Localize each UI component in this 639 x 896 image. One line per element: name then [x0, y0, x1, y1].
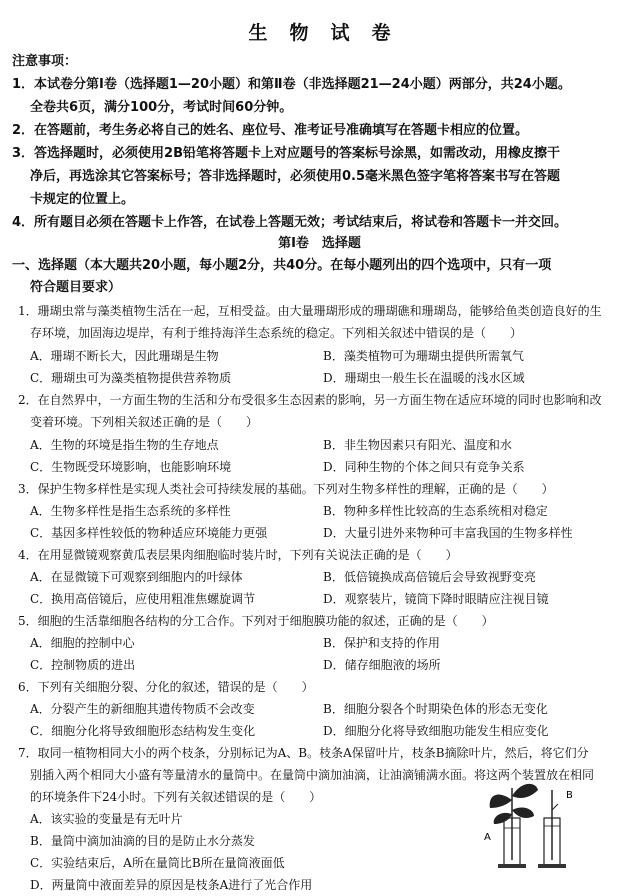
- section-instruction: 符合题目要求）: [30, 280, 122, 295]
- option: B．细胞分裂各个时期染色体的形态无变化: [323, 702, 548, 716]
- option: A．分裂产生的新细胞其遗传物质不会改变: [30, 702, 255, 716]
- option: A．该实验的变量是有无叶片: [30, 812, 183, 826]
- question-stem: 7．取同一植物相同大小的两个枝条，分别标记为A、B。枝条A保留叶片，枝条B摘除叶片，然后，将它们分: [18, 746, 589, 760]
- option: B．非生物因素只有阳光、温度和水: [323, 438, 512, 452]
- option: C．换用高倍镜后，应使用粗准焦螺旋调节: [30, 592, 256, 606]
- option: D．观察装片，镜筒下降时眼睛应注视目镜: [323, 592, 549, 606]
- option: A．珊瑚不断长大，因此珊瑚是生物: [30, 349, 219, 363]
- label-a: A: [484, 832, 491, 843]
- question-stem: 3．保护生物多样性是实现人类社会可持续发展的基础。下列对生物多样性的理解，正确的是（ ）: [18, 482, 554, 496]
- option: C．细胞分化将导致细胞形态结构发生变化: [30, 724, 256, 738]
- option: A．细胞的控制中心: [30, 636, 135, 650]
- option: B．低倍镜换成高倍镜后会导致视野变亮: [323, 570, 536, 584]
- option: D．细胞分化将导致细胞功能发生相应变化: [323, 724, 549, 738]
- notice-item: 1．本试卷分第Ⅰ卷（选择题1—20小题）和第Ⅱ卷（非选择题21—24小题）两部分，共24小题。: [12, 77, 571, 92]
- option: C．基因多样性较低的物种适应环境能力更强: [30, 526, 268, 540]
- cylinder-b: [538, 790, 566, 868]
- question-stem: 存环境，加固海边堤岸，有利于维持海洋生态系统的稳定。下列相关叙述中错误的是（ ）: [30, 326, 523, 340]
- section-title: 第Ⅰ卷 选择题: [278, 236, 361, 251]
- option: C．控制物质的进出: [30, 658, 136, 672]
- question-stem: 别插入两个相同大小盛有等量清水的量筒中。在量筒中滴加油滴，让油滴铺满水面。将这两个装置放在相同: [30, 768, 595, 782]
- notice-item: 卡规定的位置上。: [30, 192, 135, 207]
- question-stem: 变着环境。下列相关叙述正确的是（ ）: [30, 415, 259, 429]
- notice-item: 净后，再选涂其它答案标号；答非选择题时，必须使用0.5毫米黑色签字笔将答案书写在答题: [30, 169, 561, 184]
- cylinder-a: [490, 784, 538, 868]
- option: D．珊瑚虫一般生长在温暖的浅水区域: [323, 371, 525, 385]
- option: B．物种多样性比较高的生态系统相对稳定: [323, 504, 548, 518]
- option: B．藻类植物可为珊瑚虫提供所需氧气: [323, 349, 524, 363]
- option: D．储存细胞液的场所: [323, 658, 441, 672]
- option: C．生物既受环境影响，也能影响环境: [30, 460, 232, 474]
- question-stem: 6．下列有关细胞分裂、分化的叙述，错误的是（ ）: [18, 680, 314, 694]
- question-stem: 2．在自然界中，一方面生物的生活和分布受很多生态因素的影响，另一方面生物在适应环境的同时也影响和改: [18, 393, 602, 407]
- notice-item: 全卷共6页，满分100分，考试时间60分钟。: [30, 100, 293, 115]
- notice-item: 4．所有题目必须在答题卡上作答，在试卷上答题无效；考试结束后，将试卷和答题卡一并交回。: [12, 215, 568, 230]
- question-stem: 4．在用显微镜观察黄瓜表层果肉细胞临时装片时，下列有关说法正确的是（ ）: [18, 548, 458, 562]
- option: D．大量引进外来物种可丰富我国的生物多样性: [323, 526, 573, 540]
- section-instruction: 一、选择题（本大题共20小题，每小题2分，共40分。在每小题列出的四个选项中，只有一项: [12, 258, 552, 273]
- experiment-figure: [470, 770, 590, 870]
- option: C．实验结束后，A所在量筒比B所在量筒液面低: [30, 856, 285, 870]
- label-b: B: [566, 790, 573, 801]
- page-title: 生物试卷: [248, 22, 413, 44]
- question-stem: 1．珊瑚虫常与藻类植物生活在一起，互相受益。由大量珊瑚形成的珊瑚礁和珊瑚岛，能够给鱼类创造良好的生: [18, 304, 602, 318]
- notice-item: 3．答选择题时，必须使用2B铅笔将答题卡上对应题号的答案标号涂黑，如需改动，用橡皮擦干: [12, 146, 561, 161]
- notice-heading: 注意事项：: [12, 54, 78, 69]
- notice-item: 2．在答题前，考生务必将自己的姓名、座位号、准考证号准确填写在答题卡相应的位置。: [12, 123, 529, 138]
- option: D．两量筒中液面差异的原因是枝条A进行了光合作用: [30, 878, 313, 892]
- option: A．生物多样性是指生态系统的多样性: [30, 504, 231, 518]
- question-stem: 的环境条件下24小时。下列有关叙述错误的是（ ）: [30, 790, 322, 804]
- option: A．生物的环境是指生物的生存地点: [30, 438, 219, 452]
- option: D．同种生物的个体之间只有竞争关系: [323, 460, 525, 474]
- option: B．量筒中滴加油滴的目的是防止水分蒸发: [30, 834, 255, 848]
- option: B．保护和支持的作用: [323, 636, 440, 650]
- option: A．在显微镜下可观察到细胞内的叶绿体: [30, 570, 243, 584]
- option: C．珊瑚虫可为藻类植物提供营养物质: [30, 371, 232, 385]
- question-stem: 5．细胞的生活靠细胞各结构的分工合作。下列对于细胞膜功能的叙述，正确的是（ ）: [18, 614, 494, 628]
